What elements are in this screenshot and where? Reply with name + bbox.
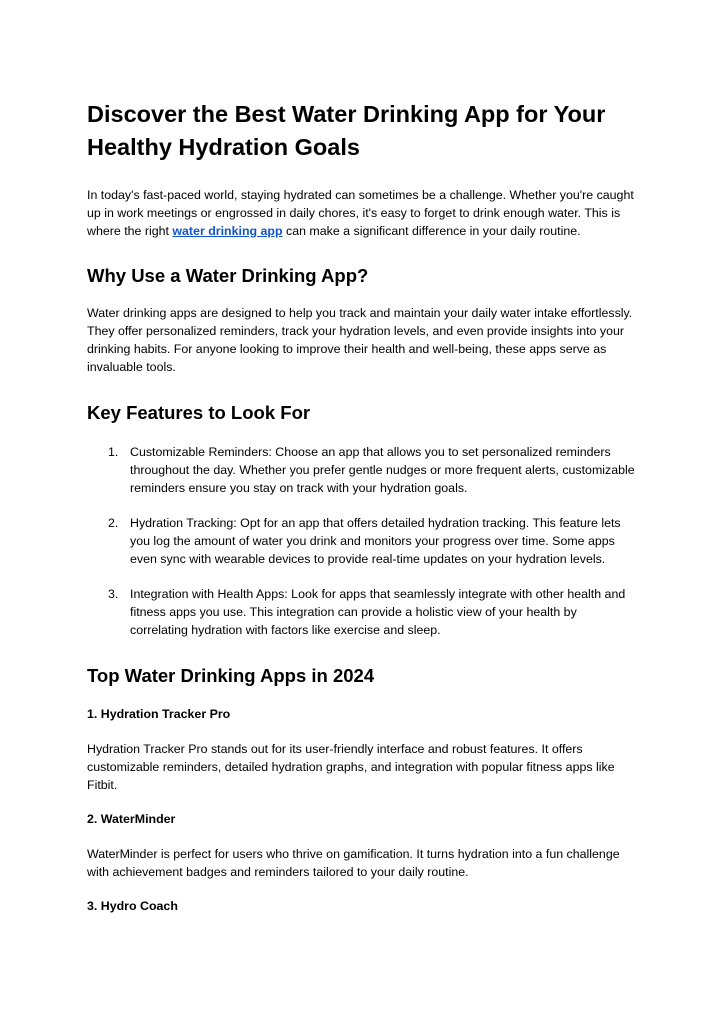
section-heading-top-apps: Top Water Drinking Apps in 2024 [87, 665, 375, 686]
list-item [87, 585, 635, 639]
list-item [87, 443, 635, 497]
list-item [87, 514, 635, 568]
intro-text-before-link: In today's fast-paced world, staying hydrated can sometimes be a challenge. Whether you're caught up in work meetings or engrossed in daily chores, it's easy to forget to drink enough water. This is where the right [87, 188, 634, 238]
intro-paragraph [87, 186, 635, 240]
list-item-text: Hydration Tracking: Opt for an app that offers detailed hydration tracking. This feature lets you log the amount of water you drink and monitors your progress over time. Some apps even sync with wearable devices to provide real-time updates on your hydration levels. [130, 516, 621, 566]
why-paragraph: Water drinking apps are designed to help you track and maintain your daily water intake effortlessly. They offer personalized reminders, track your hydration levels, and even provide insights into your drinking habits. For anyone looking to improve their health and well-being, these apps serve as invaluable tools. [87, 306, 633, 374]
app-description-waterminder: WaterMinder is perfect for users who thrive on gamification. It turns hydration into a fun challenge with achievement badges and reminders tailored to your daily routine. [87, 847, 620, 879]
list-item-text: Customizable Reminders: Choose an app that allows you to set personalized reminders throughout the day. Whether you prefer gentle nudges or more frequent alerts, customizable reminders ensure you stay on track with your hydration goals. [130, 445, 635, 495]
list-item-number: 3. [108, 587, 119, 601]
list-item-text: Integration with Health Apps: Look for apps that seamlessly integrate with other health and fitness apps you use. This integration can provide a holistic view of your health by correlating hydration with factors like exercise and sleep. [130, 587, 626, 637]
section-heading-why: Why Use a Water Drinking App? [87, 265, 369, 286]
app-title-hydration-tracker-pro: 1. Hydration Tracker Pro [87, 707, 231, 721]
features-list [87, 443, 635, 639]
document-page [87, 98, 635, 915]
list-item-number: 2. [108, 516, 119, 530]
section-heading-key-features: Key Features to Look For [87, 402, 311, 423]
list-item-number: 1. [108, 445, 119, 459]
intro-text-after-link: can make a significant difference in your daily routine. [282, 224, 581, 238]
app-description-hydration-tracker-pro: Hydration Tracker Pro stands out for its user-friendly interface and robust features. It offers customizable reminders, detailed hydration graphs, and integration with popular fitness apps like Fitbit. [87, 742, 615, 792]
app-title-hydro-coach: 3. Hydro Coach [87, 899, 178, 913]
app-title-waterminder: 2. WaterMinder [87, 812, 176, 826]
water-drinking-app-link[interactable]: water drinking app [172, 224, 283, 238]
page-title: Discover the Best Water Drinking App for Your Healthy Hydration Goals [87, 101, 606, 160]
